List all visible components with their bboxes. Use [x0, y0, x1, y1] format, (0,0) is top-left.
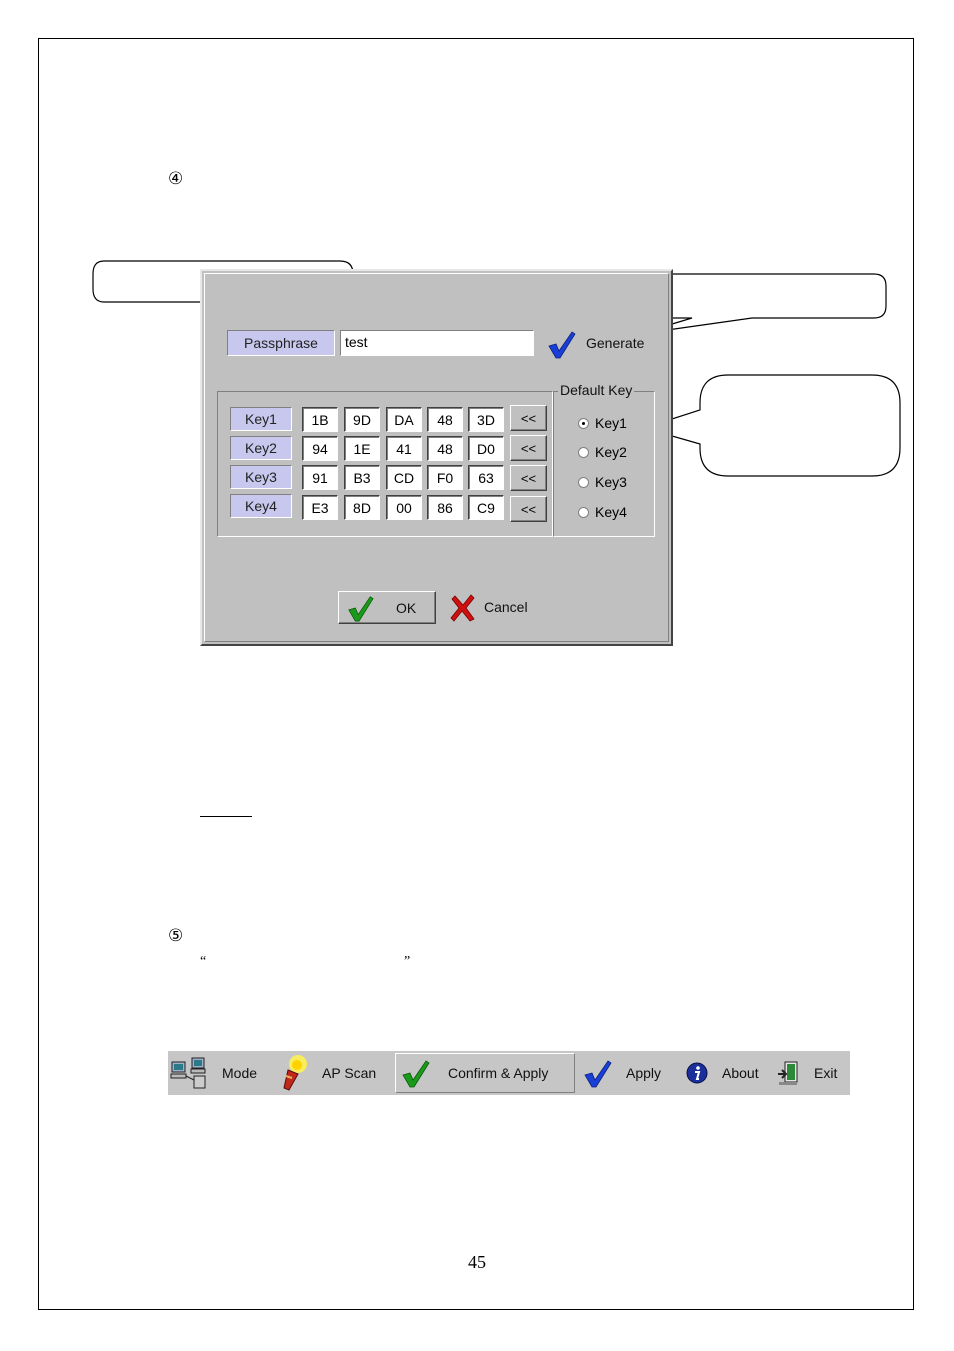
toolbar-about-label: About — [722, 1065, 759, 1081]
radio-key4-label: Key4 — [595, 504, 627, 520]
key3-byte-2[interactable]: B3 — [344, 465, 380, 490]
key4-byte-1[interactable]: E3 — [302, 495, 338, 520]
radio-key1[interactable] — [578, 415, 627, 431]
toolbar-apply-label: Apply — [626, 1065, 662, 1081]
toolbar-ap-scan-button[interactable] — [278, 1051, 390, 1095]
radio-key1-dot — [578, 418, 589, 429]
key1-byte-4[interactable]: 48 — [427, 407, 463, 432]
generate-button[interactable] — [546, 329, 654, 359]
key3-byte-5[interactable]: 63 — [468, 465, 504, 490]
ok-label: OK — [396, 600, 417, 616]
key2-byte-1[interactable]: 94 — [302, 436, 338, 461]
key1-byte-1[interactable]: 1B — [302, 407, 338, 432]
toolbar-mode-button[interactable] — [170, 1051, 266, 1095]
blue-check-icon — [546, 329, 576, 359]
key1-byte-3[interactable]: DA — [386, 407, 422, 432]
radio-key4-dot — [578, 507, 589, 518]
passphrase-label: Passphrase — [227, 330, 335, 356]
cancel-label: Cancel — [484, 599, 528, 615]
key4-byte-2[interactable]: 8D — [344, 495, 380, 520]
key4-byte-3[interactable]: 00 — [386, 495, 422, 520]
key4-label: Key4 — [230, 494, 292, 518]
radio-key2-label: Key2 — [595, 444, 627, 460]
page-border — [38, 38, 914, 1310]
radio-key3[interactable] — [578, 474, 627, 490]
network-computers-icon — [170, 1056, 210, 1090]
key1-byte-5[interactable]: 3D — [468, 407, 504, 432]
radio-key1-label: Key1 — [595, 415, 627, 431]
key2-byte-5[interactable]: D0 — [468, 436, 504, 461]
toolbar-about-button[interactable] — [686, 1051, 766, 1095]
key3-label: Key3 — [230, 465, 292, 489]
key3-byte-3[interactable]: CD — [386, 465, 422, 490]
step-5-marker: ⑤ — [168, 926, 184, 946]
default-key-title: Default Key — [560, 382, 633, 398]
key1-label: Key1 — [230, 407, 292, 431]
callout-default-key — [640, 372, 904, 480]
passphrase-input[interactable]: test — [340, 330, 534, 356]
toolbar-ap-scan-label: AP Scan — [322, 1065, 377, 1081]
main-toolbar — [168, 1051, 850, 1095]
radio-key2-dot — [578, 447, 589, 458]
exit-icon — [776, 1060, 800, 1086]
ok-button[interactable] — [338, 591, 436, 624]
key3-copy-button[interactable]: << — [510, 465, 547, 491]
toolbar-confirm-apply-label: Confirm & Apply — [448, 1065, 549, 1081]
key1-byte-2[interactable]: 9D — [344, 407, 380, 432]
page-number: 45 — [468, 1252, 486, 1272]
toolbar-mode-label: Mode — [222, 1065, 258, 1081]
open-quote: “ — [200, 954, 207, 969]
torch-icon — [278, 1054, 310, 1092]
key2-byte-2[interactable]: 1E — [344, 436, 380, 461]
key4-byte-4[interactable]: 86 — [427, 495, 463, 520]
key4-copy-button[interactable]: << — [510, 496, 547, 522]
toolbar-exit-button[interactable] — [776, 1051, 850, 1095]
info-icon — [686, 1062, 708, 1084]
step-4-marker: ④ — [168, 169, 184, 189]
green-check-icon — [345, 594, 375, 622]
key3-byte-1[interactable]: 91 — [302, 465, 338, 490]
toolbar-confirm-apply-button[interactable] — [400, 1051, 572, 1095]
close-quote: ” — [404, 954, 411, 969]
generate-label: Generate — [586, 335, 645, 351]
green-check-icon — [400, 1058, 430, 1088]
key1-copy-button[interactable]: << — [510, 405, 547, 431]
radio-key3-dot — [578, 477, 589, 488]
cancel-button[interactable] — [448, 591, 548, 624]
radio-key2[interactable] — [578, 444, 627, 460]
radio-key4[interactable] — [578, 504, 627, 520]
blue-check-icon — [582, 1058, 612, 1088]
toolbar-exit-label: Exit — [814, 1065, 838, 1081]
key2-byte-4[interactable]: 48 — [427, 436, 463, 461]
radio-key3-label: Key3 — [595, 474, 627, 490]
key2-byte-3[interactable]: 41 — [386, 436, 422, 461]
key2-label: Key2 — [230, 436, 292, 460]
underline-mark — [200, 816, 252, 817]
red-x-icon — [450, 594, 476, 622]
key4-byte-5[interactable]: C9 — [468, 495, 504, 520]
key2-copy-button[interactable]: << — [510, 435, 547, 461]
wep-key-dialog — [200, 269, 673, 646]
toolbar-apply-button[interactable] — [582, 1051, 672, 1095]
key3-byte-4[interactable]: F0 — [427, 465, 463, 490]
